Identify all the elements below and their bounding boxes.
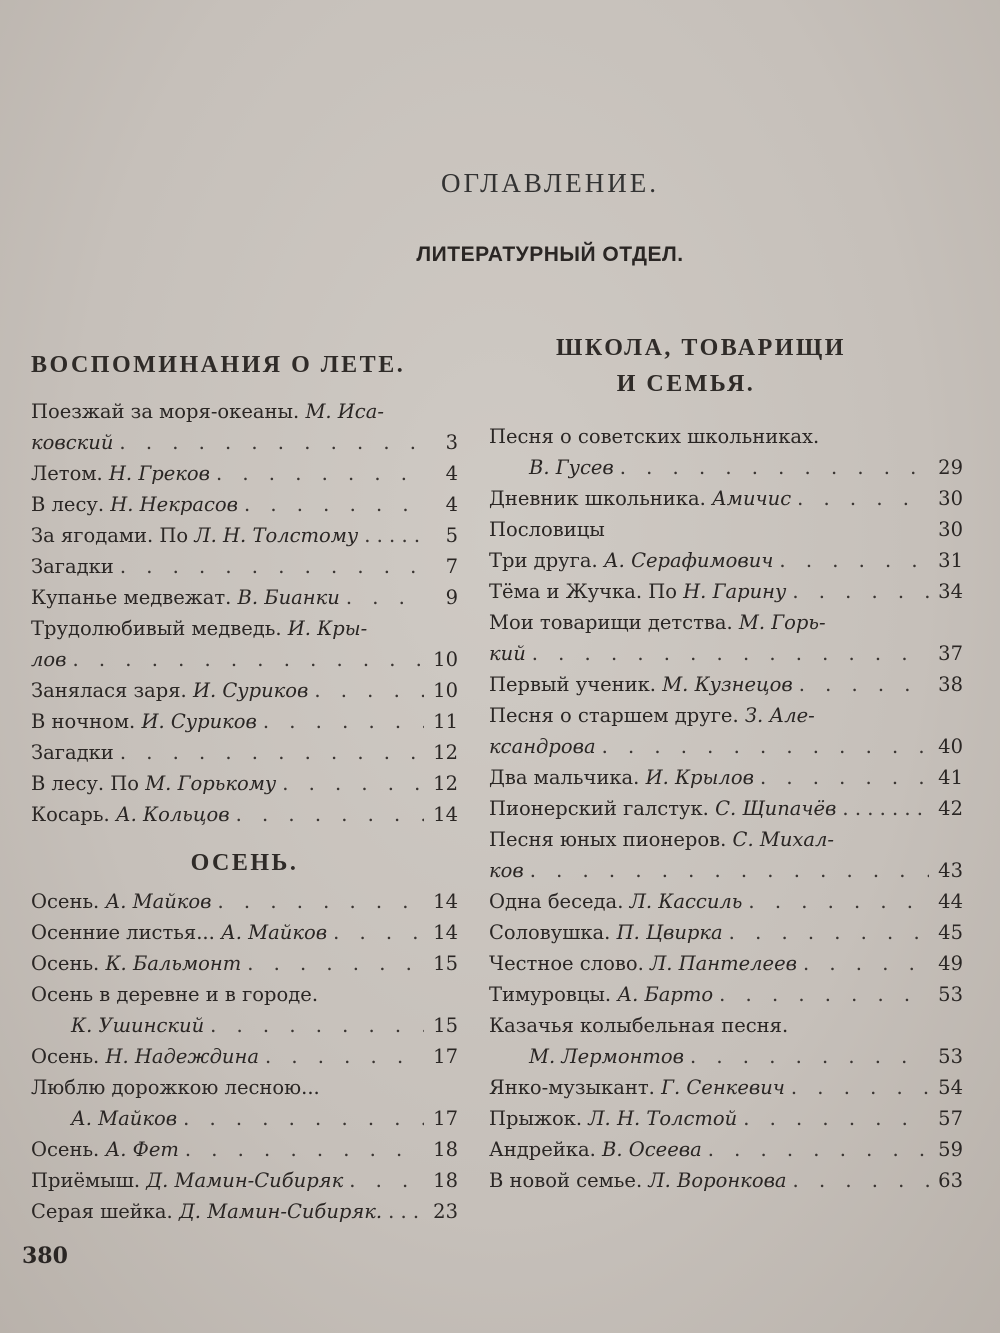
page-ref: 59 xyxy=(938,1138,963,1161)
page-title: ОГЛАВЛЕНИЕ. xyxy=(441,168,659,198)
toc-entry: Прыжок. Л. Н. Толстой . . . 57 xyxy=(489,1106,963,1137)
page-ref: 17 xyxy=(433,1045,458,1068)
page-ref: 53 xyxy=(938,983,963,1006)
toc-entry: Купанье медвежат. В. Бианки . . . 9 xyxy=(31,585,458,616)
toc-entry: Мои товарищи детства. М. Горь- кий . . . 37 xyxy=(489,610,963,672)
toc-entry: Пионерский галстук. С. Щипачёв . . . 42 xyxy=(489,796,963,827)
toc-entry: Казачья колыбельная песня. М. Лермонтов . . . 53 xyxy=(489,1013,963,1075)
section-heading-school-1: ШКОЛА, ТОВАРИЩИ xyxy=(556,335,846,361)
page-ref: 37 xyxy=(938,642,963,665)
page-ref: 14 xyxy=(433,921,458,944)
section-heading-school-2: И СЕМЬЯ. xyxy=(616,371,756,397)
page-ref: 17 xyxy=(433,1107,458,1130)
page-ref: 57 xyxy=(938,1107,963,1130)
page-ref: 30 xyxy=(938,518,963,541)
page-ref: 40 xyxy=(938,735,963,758)
page-ref: 54 xyxy=(938,1076,963,1099)
page-ref: 42 xyxy=(938,797,963,820)
toc-entry: Осенние листья... А. Майков . . . 14 xyxy=(31,920,458,951)
toc-entry: В ночном. И. Суриков . . . 11 xyxy=(31,709,458,740)
page-ref: 43 xyxy=(938,859,963,882)
section-subtitle: ЛИТЕРАТУРНЫЙ ОТДЕЛ. xyxy=(416,243,684,266)
page-ref: 38 xyxy=(938,673,963,696)
page-ref: 4 xyxy=(445,462,458,485)
section-heading-autumn: ОСЕНЬ. xyxy=(190,850,299,876)
page-ref: 44 xyxy=(938,890,963,913)
toc-entry: Летом. Н. Греков . . . 4 xyxy=(31,461,458,492)
page-ref: 14 xyxy=(433,803,458,826)
autumn-entries xyxy=(31,889,458,1230)
toc-entry: Осень. А. Фет . . . 18 xyxy=(31,1137,458,1168)
page-ref: 41 xyxy=(938,766,963,789)
page-ref: 4 xyxy=(445,493,458,516)
page-ref: 34 xyxy=(938,580,963,603)
page-ref: 10 xyxy=(433,679,458,702)
page-ref: 31 xyxy=(938,549,963,572)
page-ref: 7 xyxy=(445,555,458,578)
section-heading-summer: ВОСПОМИНАНИЯ О ЛЕТЕ. xyxy=(31,352,406,378)
toc-entry: Осень. Н. Надеждина . . . 17 xyxy=(31,1044,458,1075)
toc-entry: Два мальчика. И. Крылов . . . 41 xyxy=(489,765,963,796)
toc-entry: Дневник школьника. Амичис . . . 30 xyxy=(489,486,963,517)
toc-entry: Янко-музыкант. Г. Сенкевич . . . 54 xyxy=(489,1075,963,1106)
toc-entry: Косарь. А. Кольцов . . . 14 xyxy=(31,802,458,833)
page-ref: 29 xyxy=(938,456,963,479)
page-ref: 49 xyxy=(938,952,963,975)
toc-entry: Песня юных пионеров. С. Михал- ков . . . 43 xyxy=(489,827,963,889)
toc-entry: Три друга. А. Серафимович . . . 31 xyxy=(489,548,963,579)
right-heading-wrap xyxy=(489,330,963,402)
page-ref: 5 xyxy=(445,524,458,547)
page-ref: 12 xyxy=(433,772,458,795)
toc-entry: Занялася заря. И. Суриков . . . 10 xyxy=(31,678,458,709)
page-ref: 3 xyxy=(445,431,458,454)
toc-entry: Андрейка. В. Осеева . . . 59 xyxy=(489,1137,963,1168)
left-column xyxy=(31,347,458,383)
school-entries xyxy=(489,424,963,1199)
toc-entry: За ягодами. По Л. Н. Толстому . . . 5 xyxy=(31,523,458,554)
toc-entry: Осень. А. Майков . . . 14 xyxy=(31,889,458,920)
page-ref: 18 xyxy=(433,1138,458,1161)
page-ref: 18 xyxy=(433,1169,458,1192)
toc-entry: Песня о советских школьниках. В. Гусев . . . 29 xyxy=(489,424,963,486)
toc-entry: Загадки . . . 7 xyxy=(31,554,458,585)
toc-entry: В новой семье. Л. Воронкова . . . 63 xyxy=(489,1168,963,1199)
page-ref: 45 xyxy=(938,921,963,944)
toc-entry: Тимуровцы. А. Барто . . . 53 xyxy=(489,982,963,1013)
page-ref: 15 xyxy=(433,952,458,975)
toc-entry: Тёма и Жучка. По Н. Гарину . . . 34 xyxy=(489,579,963,610)
toc-entry: Поезжай за моря-океаны. М. Иса- ковский . . . 3 xyxy=(31,399,458,461)
autumn-heading-wrap xyxy=(31,845,458,881)
page-ref: 10 xyxy=(433,648,458,671)
toc-entry: Соловушка. П. Цвирка . . . 45 xyxy=(489,920,963,951)
toc-entry: Пословицы 30 xyxy=(489,518,963,541)
toc-entry: Песня о старшем друге. З. Але- ксандрова . . . 40 xyxy=(489,703,963,765)
toc-entry: В лесу. Н. Некрасов . . . 4 xyxy=(31,492,458,523)
page-ref: 15 xyxy=(433,1014,458,1037)
page-number: 380 xyxy=(22,1243,68,1269)
toc-entry: Приёмыш. Д. Мамин-Сибиряк . . . 18 xyxy=(31,1168,458,1199)
page-ref: 63 xyxy=(938,1169,963,1192)
page-ref: 53 xyxy=(938,1045,963,1068)
toc-entry: Осень. К. Бальмонт . . . 15 xyxy=(31,951,458,982)
page-ref: 14 xyxy=(433,890,458,913)
toc-entry: Честное слово. Л. Пантелеев . . . 49 xyxy=(489,951,963,982)
page-ref: 23 xyxy=(433,1200,458,1223)
toc-entry: Первый ученик. М. Кузнецов . . . 38 xyxy=(489,672,963,703)
page-ref: 11 xyxy=(433,710,458,733)
page-ref: 12 xyxy=(433,741,458,764)
toc-entry: Серая шейка. Д. Мамин-Сибиряк. . . . 23 xyxy=(31,1199,458,1230)
toc-entry: Загадки . . . 12 xyxy=(31,740,458,771)
toc-entry: Люблю дорожкою лесною... А. Майков . . . 17 xyxy=(31,1075,458,1137)
toc-entry: Осень в деревне и в городе. К. Ушинский . . . 15 xyxy=(31,982,458,1044)
toc-entry: Трудолюбивый медведь. И. Кры- лов . . . 10 xyxy=(31,616,458,678)
summer-entries xyxy=(31,399,458,833)
page-ref: 30 xyxy=(938,487,963,510)
page-ref: 9 xyxy=(445,586,458,609)
toc-entry: В лесу. По М. Горькому . . . 12 xyxy=(31,771,458,802)
toc-entry: Одна беседа. Л. Кассиль . . . 44 xyxy=(489,889,963,920)
